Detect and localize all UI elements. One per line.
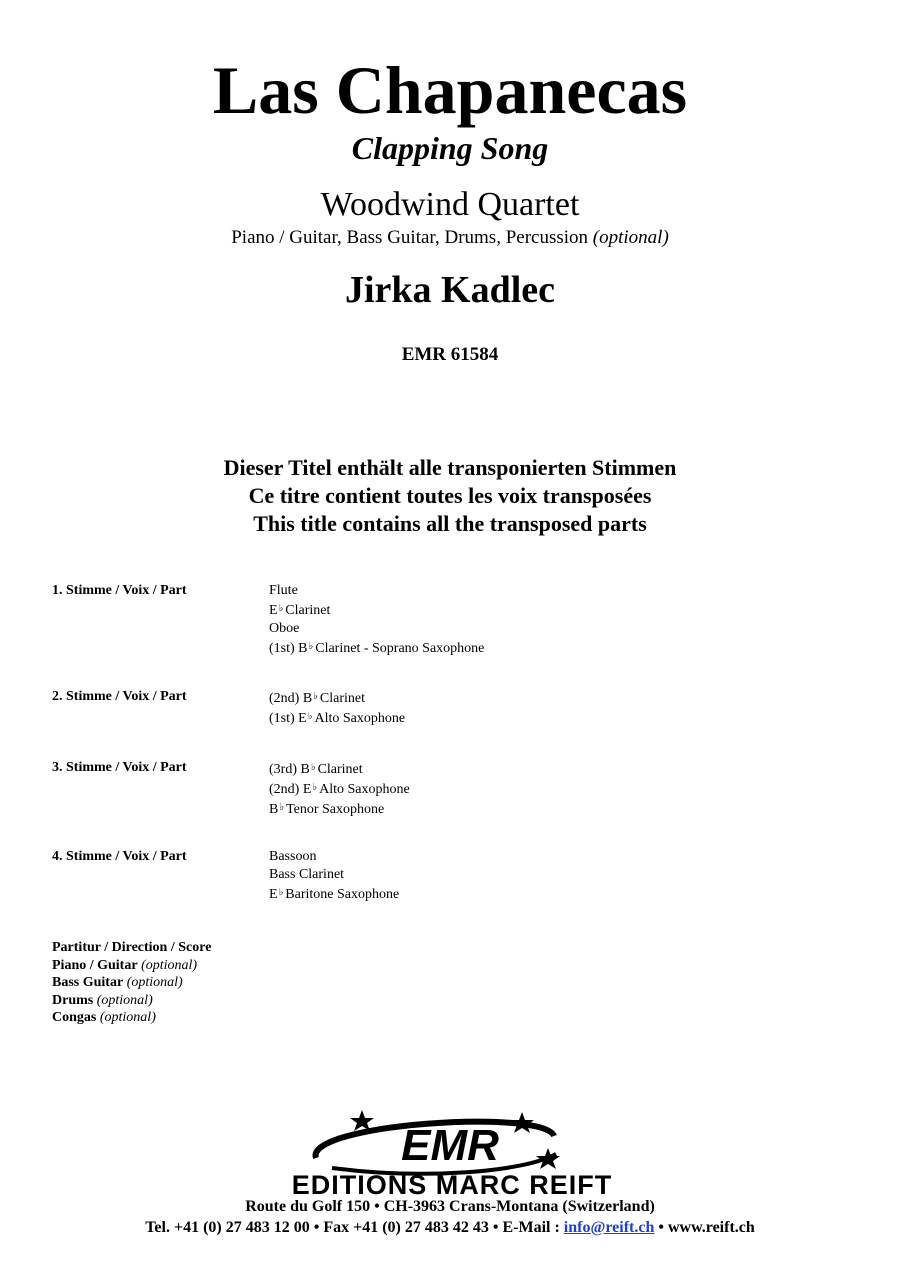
- additional-parts-list: [52, 939, 211, 1027]
- extra-bass-guitar: Bass Guitar (optional): [52, 975, 183, 990]
- instrument-line: [269, 582, 484, 600]
- flat-sign-icon: ♭: [313, 691, 318, 702]
- instrument-key: E: [298, 711, 307, 726]
- part-1-label: 1. Stimme / Voix / Part: [52, 583, 187, 598]
- email-link[interactable]: info@reift.ch: [563, 1219, 655, 1236]
- instrument-line: [269, 708, 405, 728]
- instrument-name: Bassoon: [269, 849, 317, 864]
- part-3-label: 3. Stimme / Voix / Part: [52, 760, 187, 775]
- part-2-label: 2. Stimme / Voix / Part: [52, 689, 187, 704]
- instrument-prefix: (1st): [269, 641, 299, 656]
- instrument-key: B: [298, 641, 308, 656]
- flat-sign-icon: ♭: [312, 782, 318, 793]
- notice-english: This title contains all the transposed parts: [253, 511, 647, 536]
- contact-website: • www.reift.ch: [658, 1219, 755, 1236]
- instrument-line: [269, 779, 410, 799]
- extra-score: Partitur / Direction / Score: [52, 940, 212, 955]
- logo-publisher-name: EDITIONS MARC REIFT: [291, 1170, 613, 1200]
- part-2-instruments: [269, 688, 405, 728]
- piece-title: Las Chapanecas: [212, 52, 688, 128]
- catalog-number: EMR 61584: [401, 344, 499, 365]
- instrument-prefix: (2nd): [269, 691, 303, 706]
- instrument-name: Alto Saxophone: [319, 782, 410, 797]
- logo-star-lower: [536, 1148, 560, 1169]
- flat-sign-icon: ♭: [307, 711, 313, 722]
- instrument-prefix: (3rd): [269, 762, 301, 777]
- piece-subtitle: Clapping Song: [351, 130, 549, 166]
- instrument-name: Clarinet - Soprano Saxophone: [315, 641, 485, 656]
- flat-sign-icon: ♭: [308, 641, 314, 652]
- contact-phone-fax: Tel. +41 (0) 27 483 12 00 • Fax +41 (0) 27 483 42 43 • E-Mail :: [145, 1219, 560, 1236]
- instrument-line: [269, 600, 484, 620]
- instrument-line: [269, 884, 399, 904]
- flat-sign-icon: ♭: [278, 603, 284, 614]
- instrument-line: [269, 688, 405, 708]
- instrumentation-line: [0, 226, 900, 250]
- instrument-name: Tenor Saxophone: [286, 802, 385, 817]
- instrument-name: Alto Saxophone: [314, 711, 406, 726]
- notice-french: Ce titre contient toutes les voix transposées: [248, 483, 652, 508]
- part-4-label: 4. Stimme / Voix / Part: [52, 849, 187, 864]
- instrument-line: [269, 866, 399, 884]
- instrument-key: B: [300, 762, 310, 777]
- instrument-prefix: (1st): [269, 711, 299, 726]
- flat-sign-icon: ♭: [279, 802, 285, 813]
- instrument-line: [269, 799, 410, 819]
- instrument-key: E: [269, 603, 278, 618]
- publisher-address: Route du Golf 150 • CH-3963 Crans-Montana (Switzerland): [245, 1198, 655, 1215]
- emr-logo: [244, 1106, 660, 1202]
- part-3-instruments: [269, 759, 410, 819]
- instrument-line: [269, 848, 399, 866]
- extra-drums: Drums (optional): [52, 992, 153, 1008]
- instrument-name: Baritone Saxophone: [285, 887, 400, 902]
- flat-sign-icon: ♭: [310, 762, 316, 773]
- instrument-key: E: [302, 782, 312, 797]
- instrument-key: B: [302, 691, 313, 706]
- ensemble-label: Woodwind Quartet: [320, 186, 580, 223]
- flat-sign-icon: ♭: [278, 887, 284, 898]
- publisher-contact: [0, 1217, 900, 1239]
- notice-german: Dieser Titel enthält alle transponierten Stimmen: [223, 455, 677, 480]
- logo-emr-text: EMR: [401, 1121, 499, 1170]
- logo-star-right: [510, 1112, 534, 1133]
- instrument-key: B: [269, 802, 279, 817]
- part-4-instruments: [269, 848, 399, 904]
- part-1-instruments: [269, 582, 484, 658]
- extra-congas: Congas (optional): [52, 1010, 156, 1025]
- instrument-line: [269, 638, 484, 658]
- instrument-line: [269, 620, 484, 638]
- composer-name: Jirka Kadlec: [344, 269, 556, 311]
- instrument-name: Clarinet: [285, 603, 331, 618]
- instrumentation-text: Piano / Guitar, Bass Guitar, Drums, Percussion: [231, 227, 589, 248]
- extra-piano-guitar: Piano / Guitar (optional): [52, 957, 198, 973]
- instrumentation-optional: (optional): [592, 227, 669, 248]
- instrument-prefix: (2nd): [269, 782, 303, 797]
- instrument-name: Clarinet: [319, 691, 365, 706]
- instrument-line: [269, 759, 410, 779]
- instrument-name: Clarinet: [317, 762, 363, 777]
- instrument-name: Flute: [269, 583, 298, 598]
- instrument-name: Bass Clarinet: [269, 867, 345, 882]
- instrument-key: E: [269, 887, 278, 902]
- instrument-name: Oboe: [269, 621, 300, 636]
